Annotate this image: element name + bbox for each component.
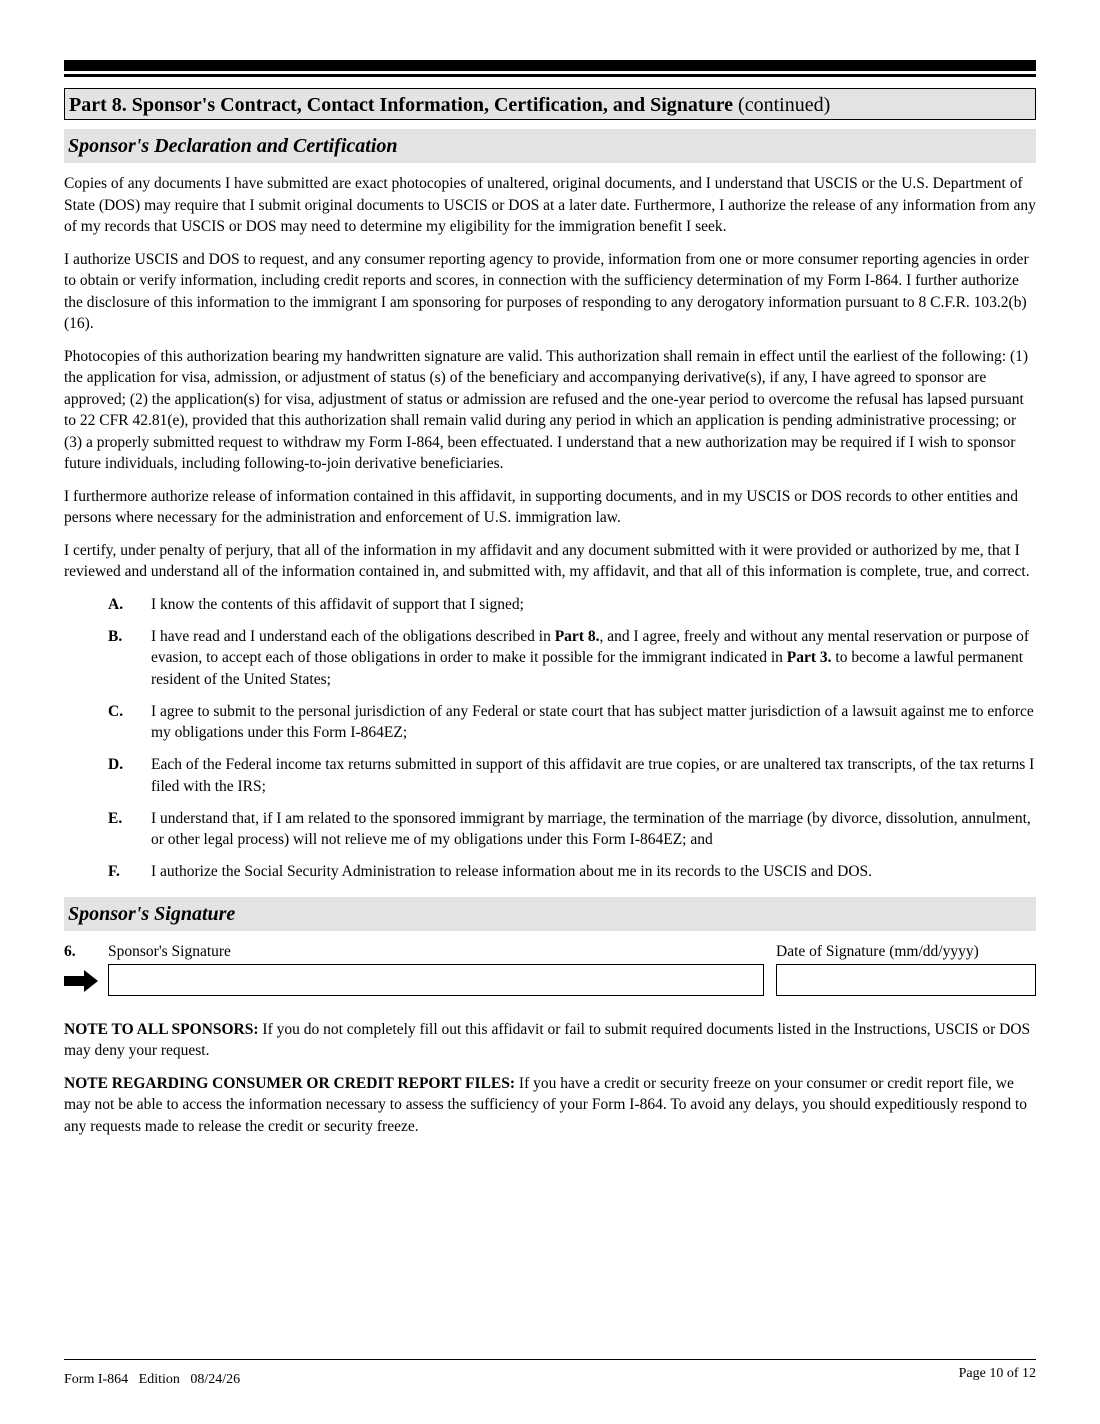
item-text-part: I have read and I understand each of the obligations described in — [151, 627, 555, 645]
item-text-part: , and I agree, freely and without any mental reservation or purpose of evasion, to accept each of those obligations in order to make it possible for the immigrant indicated in — [151, 627, 1030, 666]
certification-item-d — [64, 754, 1036, 797]
declaration-heading: Sponsor's Declaration and Certification — [64, 129, 1036, 163]
form-page — [64, 60, 1036, 1137]
part-8-continued: (continued) — [733, 94, 831, 116]
note-label: NOTE TO ALL SPONSORS: — [64, 1020, 259, 1038]
item-text — [151, 626, 1036, 691]
item-text: I know the contents of this affidavit of support that I signed; — [151, 595, 524, 613]
signature-date-field[interactable] — [776, 964, 1036, 996]
declaration-paragraph: I furthermore authorize release of information contained in this affidavit, in supporting documents, and in my USCIS or DOS records to other entities and persons where necessary for the administration and enforcement of U.S. immigration law. — [64, 487, 1019, 526]
declaration-paragraph: Copies of any documents I have submitted are exact photocopies of unaltered, original documents, and I understand that USCIS or the U.S. Department of State (DOS) may require that I submit original documents to USCIS or DOS at a later date. Furthermore, I authorize the release of any information from any of my records that USCIS or DOS may need to determine my eligibility for the immigration benefit I seek. — [64, 175, 1036, 235]
sponsor-signature-label: Sponsor's Signature — [108, 942, 231, 960]
item-letter: A. — [108, 595, 124, 613]
certification-item-c — [64, 701, 1036, 744]
part-8-header — [64, 88, 1036, 120]
item-letter: F. — [108, 863, 120, 880]
top-rule-thick — [64, 60, 1036, 71]
sponsor-signature-field[interactable] — [108, 964, 764, 996]
signature-row — [64, 942, 1036, 1004]
part-8-title: Part 8. Sponsor's Contract, Contact Information, Certification, and Signature — [69, 94, 734, 116]
certification-item-a — [64, 594, 1036, 616]
item-letter: D. — [108, 756, 124, 773]
note-text: If you do not completely fill out this affidavit or fail to submit required documents listed in the Instructions, USCIS or DOS may deny your request. — [64, 1020, 1031, 1059]
item-letter: C. — [108, 702, 124, 720]
top-rule-thin — [64, 74, 1036, 77]
item-text: I understand that, if I am related to the sponsored immigrant by marriage, the termination of the marriage (by divorce, dissolution, annulment, or other legal process) will not relieve me of my obligations under this Form I-864EZ; and — [151, 809, 1031, 848]
certification-list — [64, 594, 1036, 883]
item-letter: E. — [108, 809, 123, 827]
note-label: NOTE REGARDING CONSUMER OR CREDIT REPORT FILES: — [64, 1074, 516, 1092]
item-text-part: to become a lawful permanent resident of the United States; — [151, 649, 1024, 688]
certification-item-b — [64, 626, 1036, 691]
part-8-reference: Part 8. — [554, 627, 600, 645]
page-number: Page 10 of 12 — [958, 1366, 1036, 1381]
certification-item-f — [64, 861, 1036, 883]
footer-rule — [64, 1359, 1036, 1360]
note-credit-report — [64, 1073, 1036, 1138]
item-letter: B. — [108, 627, 123, 645]
declaration-paragraph: I authorize USCIS and DOS to request, and any consumer reporting agency to provide, information from one or more consumer reporting agencies in order to obtain or verify information, including credit reports and scores, in connection with the sufficiency determination of my Form I-864. I further authorize the disclosure of this information to the immigrant I am sponsoring for purposes of responding to any derogatory information pursuant to 8 C.F.R. 103.2(b)(16). — [64, 250, 1029, 332]
item-number: 6. — [64, 942, 76, 960]
arrow-right-icon — [64, 970, 98, 992]
declaration-paragraph: Photocopies of this authorization bearing my handwritten signature are valid. This authorization shall remain in effect until the earliest of the following: (1) the application for visa, admission, or adjustment of status (s) of the beneficiary and accompanying derivative(s), if any, I have agreed to sponsor are approved; (2) the application(s) for visa, adjustment of status or admission are refused and the one-year period to overcome the refusal has lapsed pursuant to 22 CFR 42.81(e), provided that this authorization shall remain valid during any period in which an application is pending administrative processing; or (3) a properly submitted request to withdraw my Form I-864, been effectuated. I understand that a new authorization may be required if I wish to sponsor future individuals, including following-to-join derivative beneficiaries. — [64, 347, 1029, 472]
note-to-all-sponsors — [64, 1019, 1036, 1062]
note-text: If you have a credit or security freeze on your consumer or credit report file, we may not be able to access the information necessary to assess the sufficiency of your Form I-864. To avoid any delays, you should expeditiously respond to any requests made to release the credit or security freeze. — [64, 1074, 1028, 1135]
certification-item-e — [64, 808, 1036, 851]
form-edition: Form I-864 Edition 08/24/26 — [64, 1372, 241, 1387]
item-text: Each of the Federal income tax returns submitted in support of this affidavit are true copies, or are unaltered tax transcripts, of the tax returns I filed with the IRS; — [151, 756, 1035, 795]
part-3-reference: Part 3. — [786, 649, 832, 666]
declaration-paragraph: I certify, under penalty of perjury, that all of the information in my affidavit and any document submitted with it were provided or authorized by me, that I reviewed and understand all of the information contained in, and submitted with, my affidavit, and that all of this information is complete, true, and correct. — [64, 541, 1030, 580]
item-text: I agree to submit to the personal jurisdiction of any Federal or state court that has subject matter jurisdiction of a lawsuit against me to enforce my obligations under this Form I-864EZ; — [151, 702, 1034, 741]
item-text: I authorize the Social Security Administration to release information about me in its records to the USCIS and DOS. — [151, 863, 873, 880]
signature-heading: Sponsor's Signature — [64, 897, 1036, 931]
signature-date-label: Date of Signature (mm/dd/yyyy) — [776, 942, 979, 960]
